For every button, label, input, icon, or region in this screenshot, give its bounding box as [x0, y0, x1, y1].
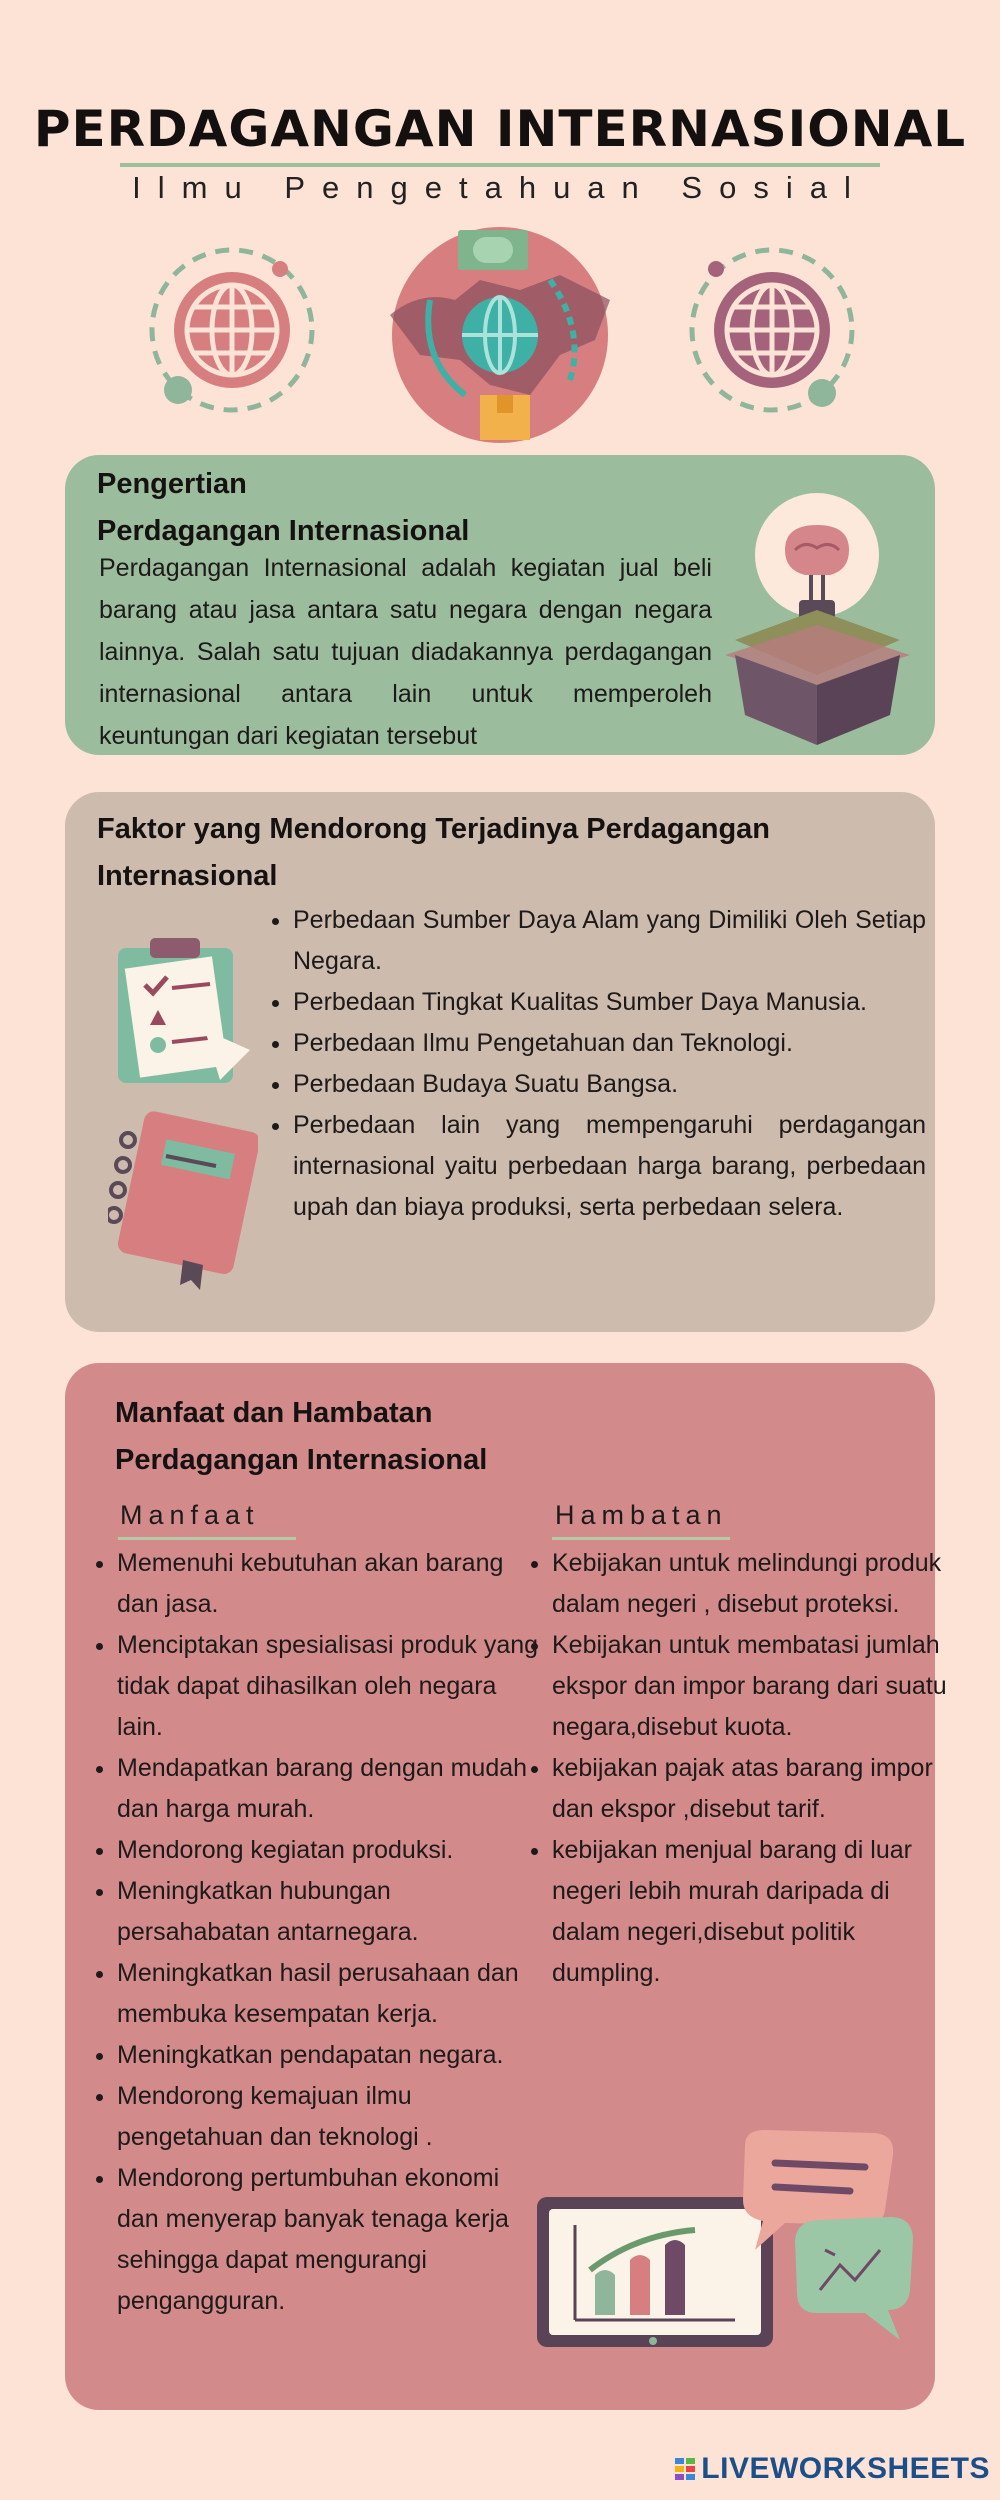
list-item: • kebijakan menjual barang di luar negeri lebih murah daripada di dalam negeri,disebut politik dumpling. [552, 1830, 962, 1994]
hambatan-label: Hambatan [555, 1500, 728, 1530]
list-item: • Mendorong kemajuan ilmu pengetahuan dan teknologi . [117, 2076, 542, 2158]
list-item: • Meningkatkan hubungan persahabatan antarnegara. [117, 1871, 542, 1953]
list-item: • kebijakan pajak atas barang impor dan ekspor ,disebut tarif. [552, 1748, 962, 1830]
clipboard-icon [110, 930, 260, 1095]
chat-bubble-icon [725, 2125, 925, 2345]
manfaat-hambatan-heading-line1: Manfaat dan Hambatan [115, 1397, 433, 1429]
liveworksheets-brand[interactable] [675, 2452, 990, 2486]
list-item: • Meningkatkan pendapatan negara. [117, 2035, 542, 2076]
pengertian-body: Perdagangan Internasional adalah kegiatan jual beli barang atau jasa antara satu negara dengan negara lainnya. Salah satu tujuan diadakannya perdagangan internasional antara lain untuk memperoleh keuntungan dari kegiatan tersebut [99, 554, 712, 750]
list-item: • Menciptakan spesialisasi produk yang tidak dapat dihasilkan oleh negara lain. [117, 1625, 542, 1748]
page-title: PERDAGANGAN INTERNASIONAL [33, 100, 967, 158]
list-item: • Kebijakan untuk melindungi produk dalam negeri , disebut proteksi. [552, 1543, 962, 1625]
list-item: • Meningkatkan hasil perusahaan dan membuka kesempatan kerja. [117, 1953, 542, 2035]
globe-icon [140, 245, 325, 420]
globe-icon [680, 245, 865, 420]
page-subtitle: Ilmu Pengetahuan Sosial [132, 170, 868, 205]
list-item: • Mendorong pertumbuhan ekonomi dan menyerap banyak tenaga kerja sehingga dapat mengurangi pengangguran. [117, 2158, 542, 2322]
liveworksheets-brand-text: LIVEWORKSHEETS [701, 2452, 990, 2485]
faktor-heading-line1: Faktor yang Mendorong Terjadinya Perdagangan [97, 813, 771, 845]
world-trade-icon [370, 220, 630, 445]
list-item: • Kebijakan untuk membatasi jumlah ekspor dan impor barang dari suatu negara,disebut kuota. [552, 1625, 962, 1748]
list-item: • Memenuhi kebutuhan akan barang dan jasa. [117, 1543, 542, 1625]
manfaat-label: Manfaat [120, 1500, 260, 1530]
faktor-heading-line2: Internasional [97, 860, 278, 892]
manfaat-underline [118, 1537, 296, 1540]
list-item: • Mendorong kegiatan produksi. [117, 1830, 542, 1871]
manfaat-hambatan-heading-line2: Perdagangan Internasional [115, 1444, 488, 1476]
lightbulb-brain-icon [725, 490, 910, 750]
list-item: • Perbedaan Budaya Suatu Bangsa. [293, 1064, 926, 1105]
list-item: • Perbedaan Ilmu Pengetahuan dan Teknologi. [293, 1023, 926, 1064]
notebook-icon [108, 1110, 258, 1290]
pengertian-heading [97, 461, 717, 555]
list-item: • Perbedaan Sumber Daya Alam yang Dimiliki Oleh Setiap Negara. [293, 900, 926, 982]
list-item: • Perbedaan Tingkat Kualitas Sumber Daya Manusia. [293, 982, 926, 1023]
list-item: • Perbedaan lain yang mempengaruhi perdagangan internasional yaitu perbedaan harga barang, perbedaan upah dan biaya produksi, serta perbedaan selera. [293, 1105, 926, 1228]
list-item: • Mendapatkan barang dengan mudah dan harga murah. [117, 1748, 542, 1830]
manfaat-hambatan-heading [115, 1390, 715, 1484]
faktor-list [263, 900, 926, 1228]
hambatan-underline [552, 1537, 730, 1540]
pengertian-heading-line2: Perdagangan Internasional [97, 515, 470, 547]
hambatan-list [522, 1543, 962, 1994]
manfaat-list [87, 1543, 542, 2322]
pengertian-heading-line1: Pengertian [97, 468, 247, 500]
title-divider [120, 163, 880, 167]
faktor-heading [97, 806, 917, 900]
liveworksheets-logo-icon [675, 2458, 695, 2480]
